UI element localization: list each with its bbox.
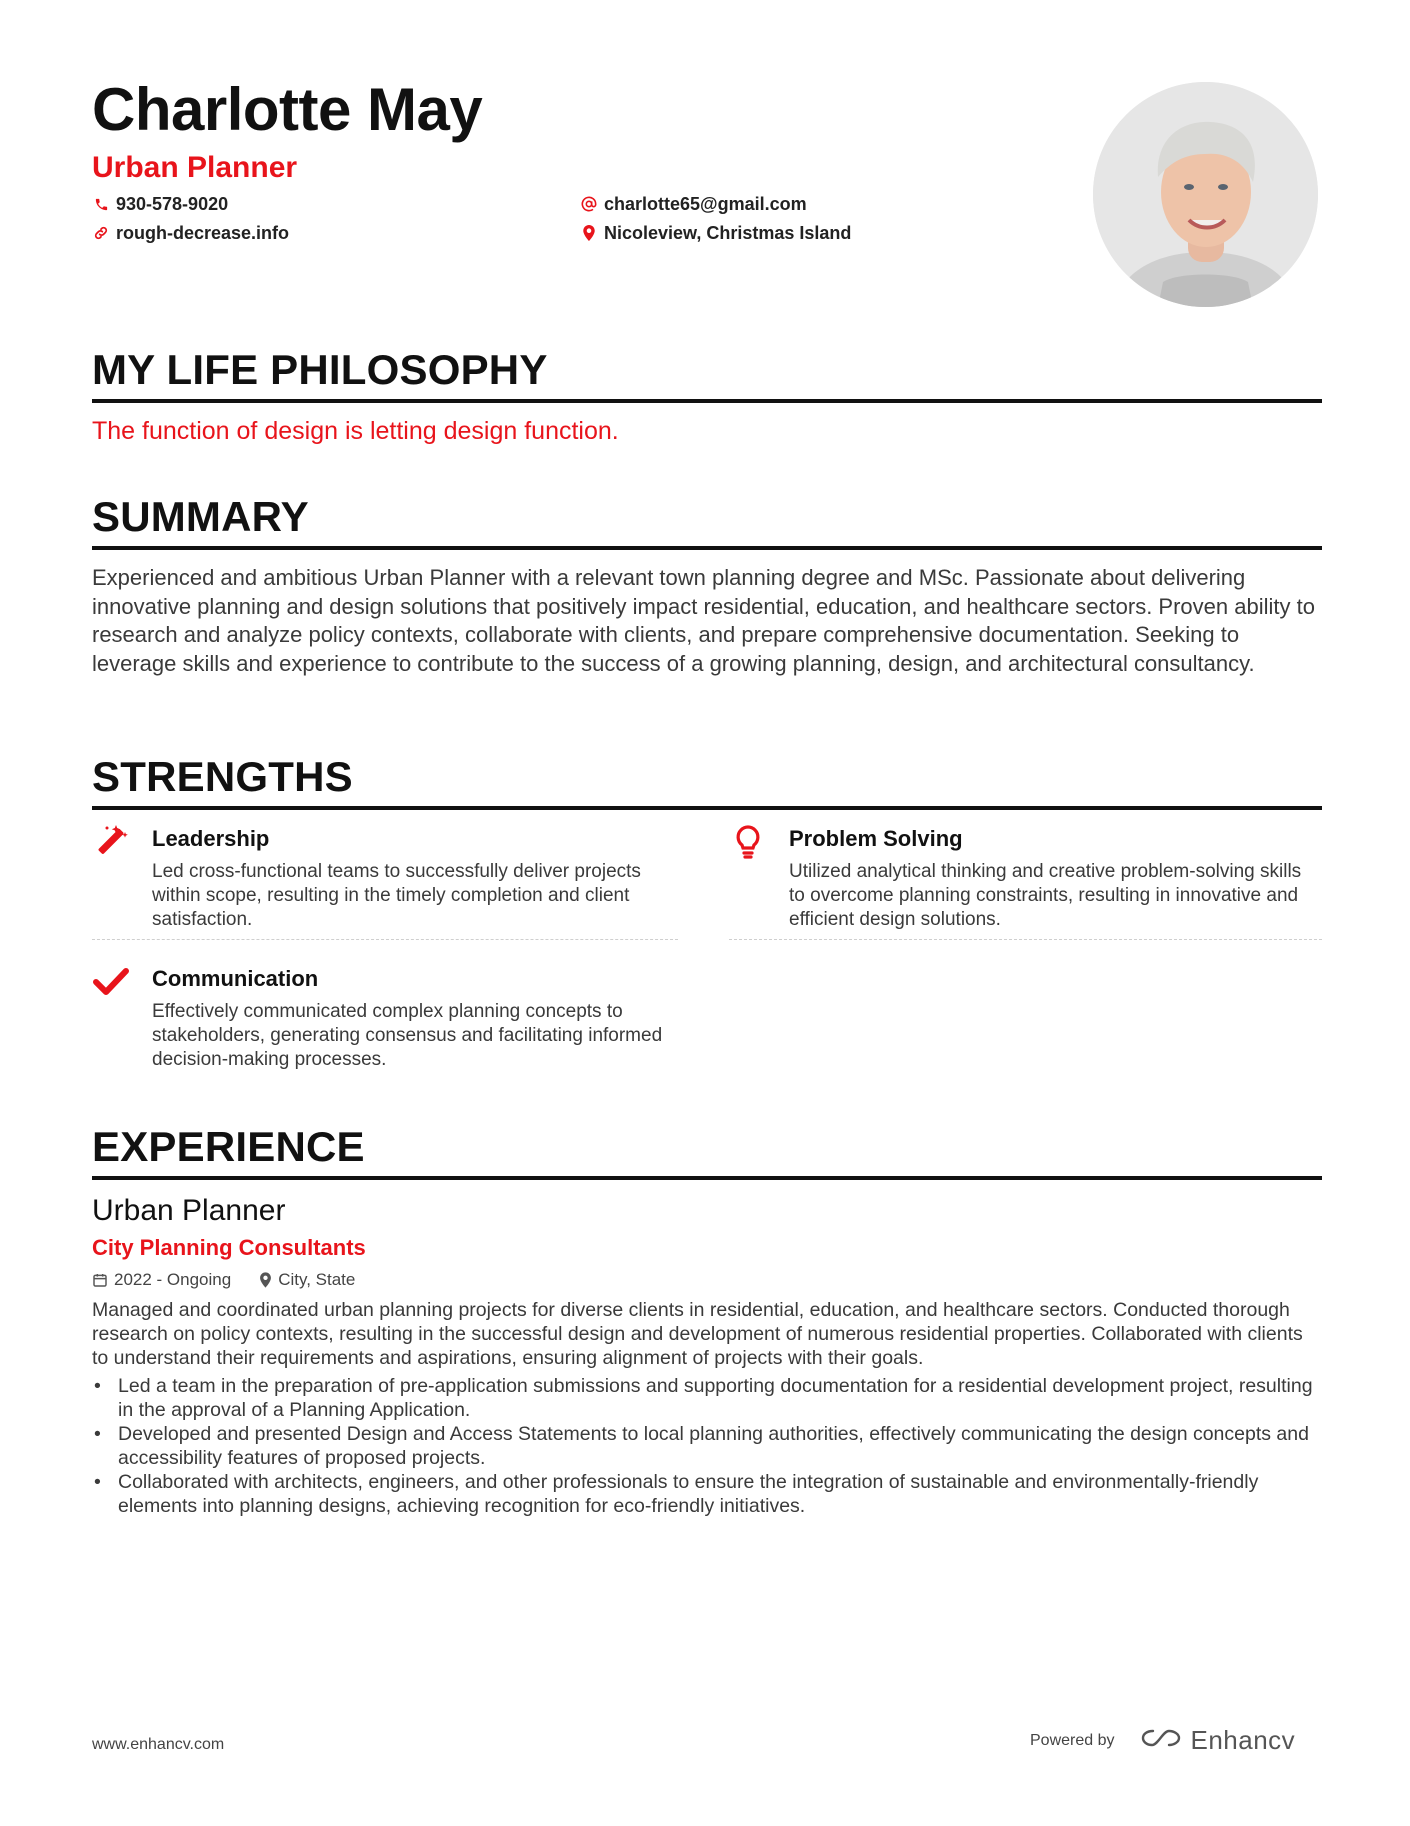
powered-by-text: Powered by <box>1030 1731 1115 1749</box>
list-item: • Developed and presented Design and Access Statements to local planning authorities, effectively communicating the design concepts and accessibility features of proposed projects. <box>92 1422 1322 1470</box>
phone-icon <box>92 195 110 213</box>
strength-description: Effectively communicated complex planning concepts to stakeholders, generating consensus and facilitating informed decision-making processes. <box>152 1001 663 1070</box>
contact-phone[interactable] <box>92 192 228 216</box>
job-description: Managed and coordinated urban planning projects for diverse clients in residential, education, and healthcare sectors. Conducted thorough research on policy contexts, resulting in the successful design and development of numerous residential properties. Collaborated with clients to understand their requirements and aspirations, ensuring alignment of projects with their goals. <box>92 1299 1303 1369</box>
list-item: • Led a team in the preparation of pre-application submissions and supporting documentation for a residential development project, resulting in the approval of a Planning Application. <box>92 1374 1322 1422</box>
job-location: City, State <box>278 1270 356 1289</box>
footer-website[interactable]: www.enhancv.com <box>92 1736 225 1753</box>
email-text: charlotte65@gmail.com <box>604 194 807 214</box>
strengths-title: STRENGTHS <box>92 753 353 800</box>
experience-title: EXPERIENCE <box>92 1123 365 1170</box>
header <box>92 72 1322 312</box>
strength-title: Communication <box>152 966 319 991</box>
job-company: City Planning Consultants <box>92 1235 366 1260</box>
strength-title: Leadership <box>152 826 270 851</box>
experience-section <box>92 1122 1322 1518</box>
philosophy-title: MY LIFE PHILOSOPHY <box>92 346 548 393</box>
footer-branding <box>1030 1725 1295 1756</box>
contact-email[interactable] <box>580 192 807 216</box>
section-divider <box>92 1176 1322 1180</box>
strength-description: Utilized analytical thinking and creative problem-solving skills to overcome planning constraints, resulting in innovative and efficient design solutions. <box>789 861 1302 930</box>
summary-title: SUMMARY <box>92 493 309 540</box>
at-icon <box>580 195 598 213</box>
lightbulb-icon <box>729 822 767 860</box>
job-title: Urban Planner <box>92 1194 286 1227</box>
job-meta <box>92 1268 1322 1292</box>
location-text: Nicoleview, Christmas Island <box>604 223 852 243</box>
job-dates: 2022 - Ongoing <box>114 1270 232 1289</box>
section-divider <box>92 546 1322 550</box>
list-item: • Collaborated with architects, engineers, and other professionals to ensure the integration of sustainable and environmentally-friendly elements into planning designs, achieving recognition for eco-friendly initiatives. <box>92 1470 1322 1518</box>
section-divider <box>92 806 1322 810</box>
section-divider <box>92 399 1322 403</box>
summary-section <box>92 492 1322 678</box>
dashed-divider <box>92 939 678 940</box>
enhancv-logo-icon <box>1139 1726 1183 1755</box>
brand-name: Enhancv <box>1190 1725 1296 1755</box>
avatar <box>1093 82 1318 307</box>
contact-website[interactable] <box>92 221 289 245</box>
location-pin-icon <box>259 1272 272 1288</box>
summary-text: Experienced and ambitious Urban Planner with a relevant town planning degree and MSc. Passionate about delivering innovative planning and design solutions that positively impact residential, education, and healthcare sectors. Proven ability to research and analyze policy contexts, collaborate with clients, and prepare comprehensive documentation. Seeking to leverage skills and experience to contribute to the success of a growing planning, design, and architectural consultancy. <box>92 565 1315 676</box>
strength-title: Problem Solving <box>789 826 963 851</box>
magic-wand-icon <box>92 822 130 860</box>
candidate-name: Charlotte May <box>92 76 483 143</box>
website-text: rough-decrease.info <box>116 223 290 243</box>
strength-description: Led cross-functional teams to successfully deliver projects within scope, resulting in the timely completion and client satisfaction. <box>152 861 641 930</box>
checkmark-icon <box>92 962 130 1000</box>
strengths-section <box>92 752 1322 1082</box>
job-bullets <box>92 1374 1322 1518</box>
location-pin-icon <box>580 224 598 242</box>
philosophy-section <box>92 345 1322 447</box>
dashed-divider <box>729 939 1322 940</box>
phone-text: 930-578-9020 <box>116 194 229 214</box>
experience-item <box>92 1192 1322 1518</box>
link-icon <box>92 224 110 242</box>
contact-location <box>580 221 851 245</box>
calendar-icon <box>92 1272 108 1288</box>
candidate-role: Urban Planner <box>92 151 298 184</box>
philosophy-quote: The function of design is letting design function. <box>92 417 619 445</box>
